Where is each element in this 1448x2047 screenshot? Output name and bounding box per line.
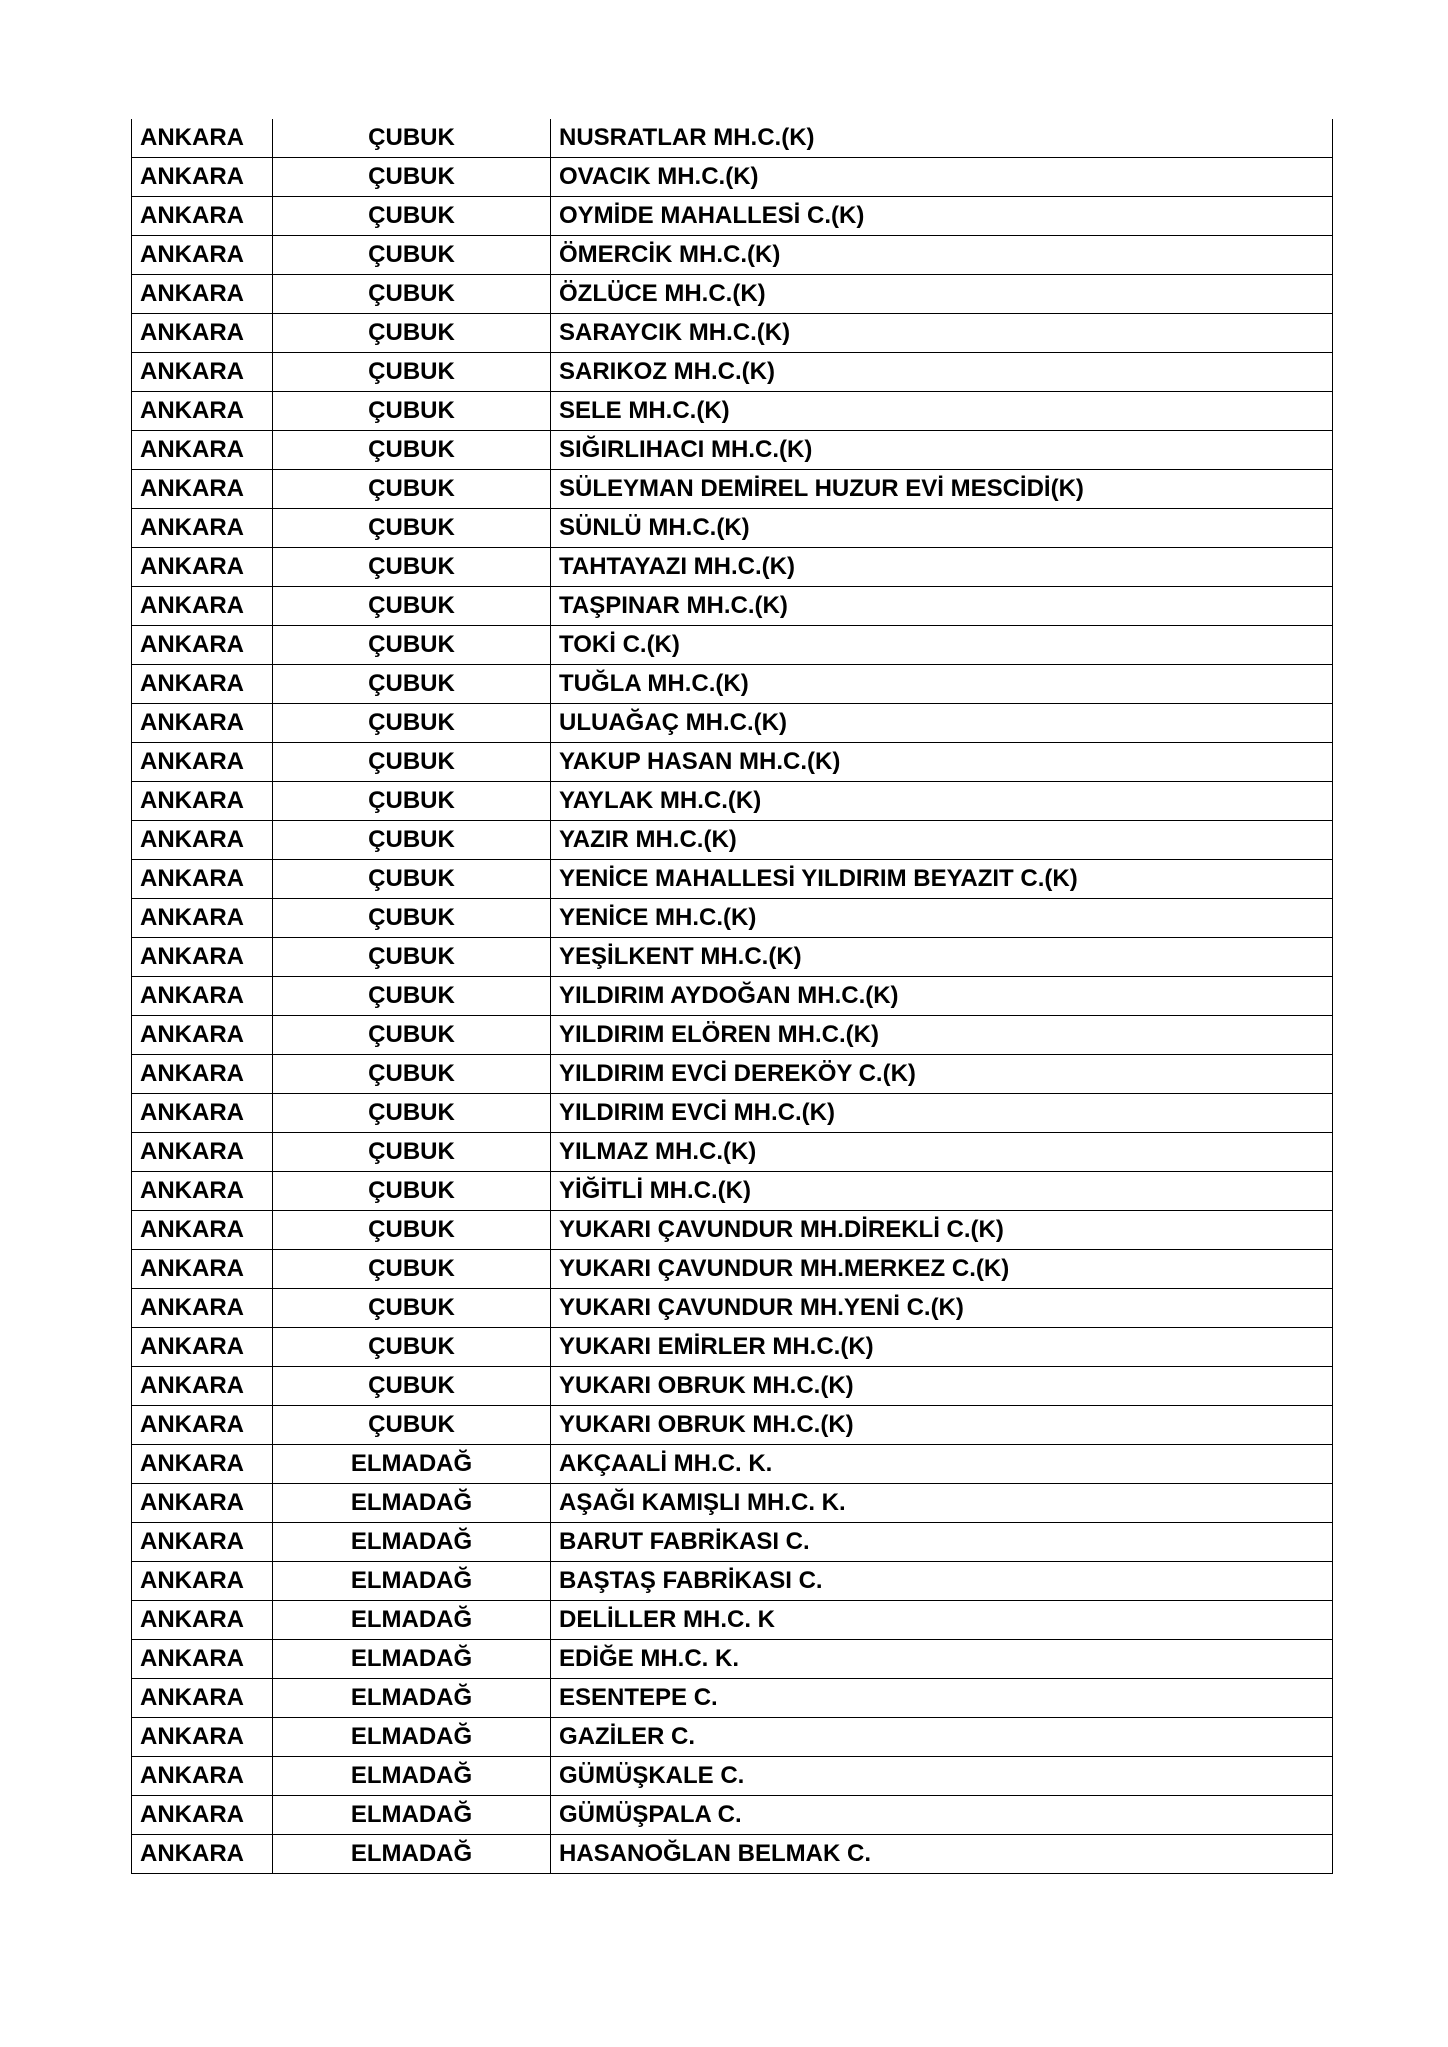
table-row <box>132 197 1333 236</box>
table-body <box>132 119 1333 1874</box>
cell-place: TAŞPINAR MH.C.(K) <box>551 587 1333 626</box>
cell-place: YUKARI ÇAVUNDUR MH.DİREKLİ C.(K) <box>551 1211 1333 1250</box>
table-row <box>132 1211 1333 1250</box>
table-row <box>132 1601 1333 1640</box>
cell-district: ÇUBUK <box>273 470 551 509</box>
cell-city: ANKARA <box>132 1172 273 1211</box>
cell-place: YİĞİTLİ MH.C.(K) <box>551 1172 1333 1211</box>
cell-district: ÇUBUK <box>273 821 551 860</box>
cell-city: ANKARA <box>132 899 273 938</box>
cell-city: ANKARA <box>132 1367 273 1406</box>
cell-city: ANKARA <box>132 587 273 626</box>
cell-place: YAZIR MH.C.(K) <box>551 821 1333 860</box>
cell-city: ANKARA <box>132 119 273 158</box>
cell-district: ÇUBUK <box>273 431 551 470</box>
cell-city: ANKARA <box>132 1016 273 1055</box>
cell-district: ÇUBUK <box>273 899 551 938</box>
table-row <box>132 1835 1333 1874</box>
table-row <box>132 1172 1333 1211</box>
cell-city: ANKARA <box>132 1094 273 1133</box>
cell-place: YILDIRIM AYDOĞAN MH.C.(K) <box>551 977 1333 1016</box>
table-row <box>132 704 1333 743</box>
cell-district: ÇUBUK <box>273 743 551 782</box>
cell-place: AŞAĞI KAMIŞLI MH.C. K. <box>551 1484 1333 1523</box>
cell-city: ANKARA <box>132 1835 273 1874</box>
cell-place: DELİLLER MH.C. K <box>551 1601 1333 1640</box>
cell-city: ANKARA <box>132 1250 273 1289</box>
table-row <box>132 821 1333 860</box>
cell-place: YENİCE MH.C.(K) <box>551 899 1333 938</box>
table-row <box>132 314 1333 353</box>
cell-city: ANKARA <box>132 1757 273 1796</box>
cell-city: ANKARA <box>132 1133 273 1172</box>
cell-city: ANKARA <box>132 938 273 977</box>
cell-district: ÇUBUK <box>273 1250 551 1289</box>
cell-district: ELMADAĞ <box>273 1679 551 1718</box>
cell-city: ANKARA <box>132 1289 273 1328</box>
cell-place: NUSRATLAR MH.C.(K) <box>551 119 1333 158</box>
cell-district: ÇUBUK <box>273 1328 551 1367</box>
cell-city: ANKARA <box>132 236 273 275</box>
cell-place: YENİCE MAHALLESİ YILDIRIM BEYAZIT C.(K) <box>551 860 1333 899</box>
cell-city: ANKARA <box>132 665 273 704</box>
cell-district: ÇUBUK <box>273 665 551 704</box>
table-row <box>132 938 1333 977</box>
cell-place: YUKARI OBRUK MH.C.(K) <box>551 1406 1333 1445</box>
cell-district: ÇUBUK <box>273 392 551 431</box>
cell-place: ÖZLÜCE MH.C.(K) <box>551 275 1333 314</box>
table-row <box>132 236 1333 275</box>
table-row <box>132 1016 1333 1055</box>
cell-place: YAKUP HASAN MH.C.(K) <box>551 743 1333 782</box>
table-row <box>132 1289 1333 1328</box>
cell-district: ÇUBUK <box>273 1016 551 1055</box>
cell-district: ÇUBUK <box>273 1133 551 1172</box>
cell-district: ELMADAĞ <box>273 1835 551 1874</box>
cell-district: ELMADAĞ <box>273 1601 551 1640</box>
cell-place: SÜLEYMAN DEMİREL HUZUR EVİ MESCİDİ(K) <box>551 470 1333 509</box>
cell-district: ÇUBUK <box>273 626 551 665</box>
cell-district: ÇUBUK <box>273 1094 551 1133</box>
table-row <box>132 275 1333 314</box>
table-row <box>132 1094 1333 1133</box>
cell-place: YILDIRIM EVCİ DEREKÖY C.(K) <box>551 1055 1333 1094</box>
cell-place: TUĞLA MH.C.(K) <box>551 665 1333 704</box>
cell-city: ANKARA <box>132 353 273 392</box>
table-row <box>132 1484 1333 1523</box>
cell-place: YEŞİLKENT MH.C.(K) <box>551 938 1333 977</box>
table-row <box>132 626 1333 665</box>
cell-district: ÇUBUK <box>273 509 551 548</box>
cell-place: BARUT FABRİKASI C. <box>551 1523 1333 1562</box>
table-row <box>132 1523 1333 1562</box>
cell-place: HASANOĞLAN BELMAK C. <box>551 1835 1333 1874</box>
cell-city: ANKARA <box>132 743 273 782</box>
cell-place: YUKARI EMİRLER MH.C.(K) <box>551 1328 1333 1367</box>
table-row <box>132 548 1333 587</box>
cell-place: BAŞTAŞ FABRİKASI C. <box>551 1562 1333 1601</box>
cell-city: ANKARA <box>132 860 273 899</box>
cell-district: ÇUBUK <box>273 548 551 587</box>
table-row <box>132 587 1333 626</box>
cell-place: YILMAZ MH.C.(K) <box>551 1133 1333 1172</box>
cell-place: GÜMÜŞPALA C. <box>551 1796 1333 1835</box>
cell-district: ELMADAĞ <box>273 1523 551 1562</box>
table-row <box>132 1796 1333 1835</box>
cell-district: ELMADAĞ <box>273 1757 551 1796</box>
table-row <box>132 158 1333 197</box>
table-row <box>132 353 1333 392</box>
cell-district: ELMADAĞ <box>273 1796 551 1835</box>
cell-city: ANKARA <box>132 1796 273 1835</box>
table-row <box>132 1406 1333 1445</box>
table-row <box>132 1445 1333 1484</box>
cell-district: ÇUBUK <box>273 977 551 1016</box>
table-row <box>132 1679 1333 1718</box>
cell-city: ANKARA <box>132 275 273 314</box>
cell-district: ÇUBUK <box>273 1367 551 1406</box>
table-row <box>132 509 1333 548</box>
cell-place: TAHTAYAZI MH.C.(K) <box>551 548 1333 587</box>
cell-district: ELMADAĞ <box>273 1445 551 1484</box>
table-row <box>132 782 1333 821</box>
table-row <box>132 1562 1333 1601</box>
cell-place: GAZİLER C. <box>551 1718 1333 1757</box>
table-row <box>132 1328 1333 1367</box>
cell-place: OVACIK MH.C.(K) <box>551 158 1333 197</box>
cell-city: ANKARA <box>132 1562 273 1601</box>
cell-city: ANKARA <box>132 197 273 236</box>
cell-district: ÇUBUK <box>273 1211 551 1250</box>
cell-district: ÇUBUK <box>273 158 551 197</box>
cell-district: ÇUBUK <box>273 1172 551 1211</box>
cell-city: ANKARA <box>132 1679 273 1718</box>
cell-city: ANKARA <box>132 1718 273 1757</box>
cell-place: EDİĞE MH.C. K. <box>551 1640 1333 1679</box>
cell-district: ÇUBUK <box>273 236 551 275</box>
table-row <box>132 1757 1333 1796</box>
cell-city: ANKARA <box>132 314 273 353</box>
cell-city: ANKARA <box>132 1523 273 1562</box>
cell-place: AKÇAALİ MH.C. K. <box>551 1445 1333 1484</box>
mosque-list-table <box>131 119 1333 1874</box>
table-row <box>132 392 1333 431</box>
cell-city: ANKARA <box>132 626 273 665</box>
cell-district: ELMADAĞ <box>273 1562 551 1601</box>
cell-district: ELMADAĞ <box>273 1718 551 1757</box>
cell-city: ANKARA <box>132 548 273 587</box>
cell-city: ANKARA <box>132 977 273 1016</box>
cell-place: SARIKOZ MH.C.(K) <box>551 353 1333 392</box>
cell-city: ANKARA <box>132 1640 273 1679</box>
cell-place: SELE MH.C.(K) <box>551 392 1333 431</box>
cell-district: ÇUBUK <box>273 704 551 743</box>
table-row <box>132 665 1333 704</box>
cell-district: ELMADAĞ <box>273 1484 551 1523</box>
cell-district: ÇUBUK <box>273 119 551 158</box>
table-row <box>132 470 1333 509</box>
cell-place: SARAYCIK MH.C.(K) <box>551 314 1333 353</box>
table-row <box>132 977 1333 1016</box>
cell-place: YILDIRIM ELÖREN MH.C.(K) <box>551 1016 1333 1055</box>
cell-place: YUKARI ÇAVUNDUR MH.MERKEZ C.(K) <box>551 1250 1333 1289</box>
cell-district: ÇUBUK <box>273 353 551 392</box>
cell-city: ANKARA <box>132 782 273 821</box>
table-row <box>132 431 1333 470</box>
table-row <box>132 1640 1333 1679</box>
cell-city: ANKARA <box>132 1055 273 1094</box>
cell-city: ANKARA <box>132 1484 273 1523</box>
table-row <box>132 860 1333 899</box>
cell-city: ANKARA <box>132 431 273 470</box>
cell-city: ANKARA <box>132 1406 273 1445</box>
cell-district: ÇUBUK <box>273 197 551 236</box>
cell-place: SIĞIRLIHACI MH.C.(K) <box>551 431 1333 470</box>
cell-district: ÇUBUK <box>273 314 551 353</box>
table-row <box>132 1367 1333 1406</box>
cell-district: ÇUBUK <box>273 1289 551 1328</box>
cell-city: ANKARA <box>132 821 273 860</box>
cell-place: OYMİDE MAHALLESİ C.(K) <box>551 197 1333 236</box>
table-row <box>132 1055 1333 1094</box>
cell-city: ANKARA <box>132 470 273 509</box>
cell-district: ÇUBUK <box>273 1406 551 1445</box>
cell-district: ÇUBUK <box>273 782 551 821</box>
cell-place: YUKARI ÇAVUNDUR MH.YENİ C.(K) <box>551 1289 1333 1328</box>
cell-district: ÇUBUK <box>273 1055 551 1094</box>
cell-place: YILDIRIM EVCİ MH.C.(K) <box>551 1094 1333 1133</box>
cell-place: ESENTEPE C. <box>551 1679 1333 1718</box>
cell-place: YUKARI OBRUK MH.C.(K) <box>551 1367 1333 1406</box>
cell-district: ÇUBUK <box>273 587 551 626</box>
cell-district: ÇUBUK <box>273 275 551 314</box>
cell-place: SÜNLÜ MH.C.(K) <box>551 509 1333 548</box>
table-row <box>132 743 1333 782</box>
table-row <box>132 1133 1333 1172</box>
cell-city: ANKARA <box>132 392 273 431</box>
cell-district: ELMADAĞ <box>273 1640 551 1679</box>
cell-city: ANKARA <box>132 158 273 197</box>
cell-place: GÜMÜŞKALE C. <box>551 1757 1333 1796</box>
cell-place: TOKİ C.(K) <box>551 626 1333 665</box>
cell-city: ANKARA <box>132 1211 273 1250</box>
cell-city: ANKARA <box>132 704 273 743</box>
cell-place: YAYLAK MH.C.(K) <box>551 782 1333 821</box>
cell-city: ANKARA <box>132 1601 273 1640</box>
table-row <box>132 119 1333 158</box>
cell-place: ÖMERCİK MH.C.(K) <box>551 236 1333 275</box>
cell-place: ULUAĞAÇ MH.C.(K) <box>551 704 1333 743</box>
cell-city: ANKARA <box>132 1328 273 1367</box>
cell-city: ANKARA <box>132 1445 273 1484</box>
cell-district: ÇUBUK <box>273 860 551 899</box>
table-row <box>132 1250 1333 1289</box>
cell-district: ÇUBUK <box>273 938 551 977</box>
cell-city: ANKARA <box>132 509 273 548</box>
table-row <box>132 1718 1333 1757</box>
table-row <box>132 899 1333 938</box>
